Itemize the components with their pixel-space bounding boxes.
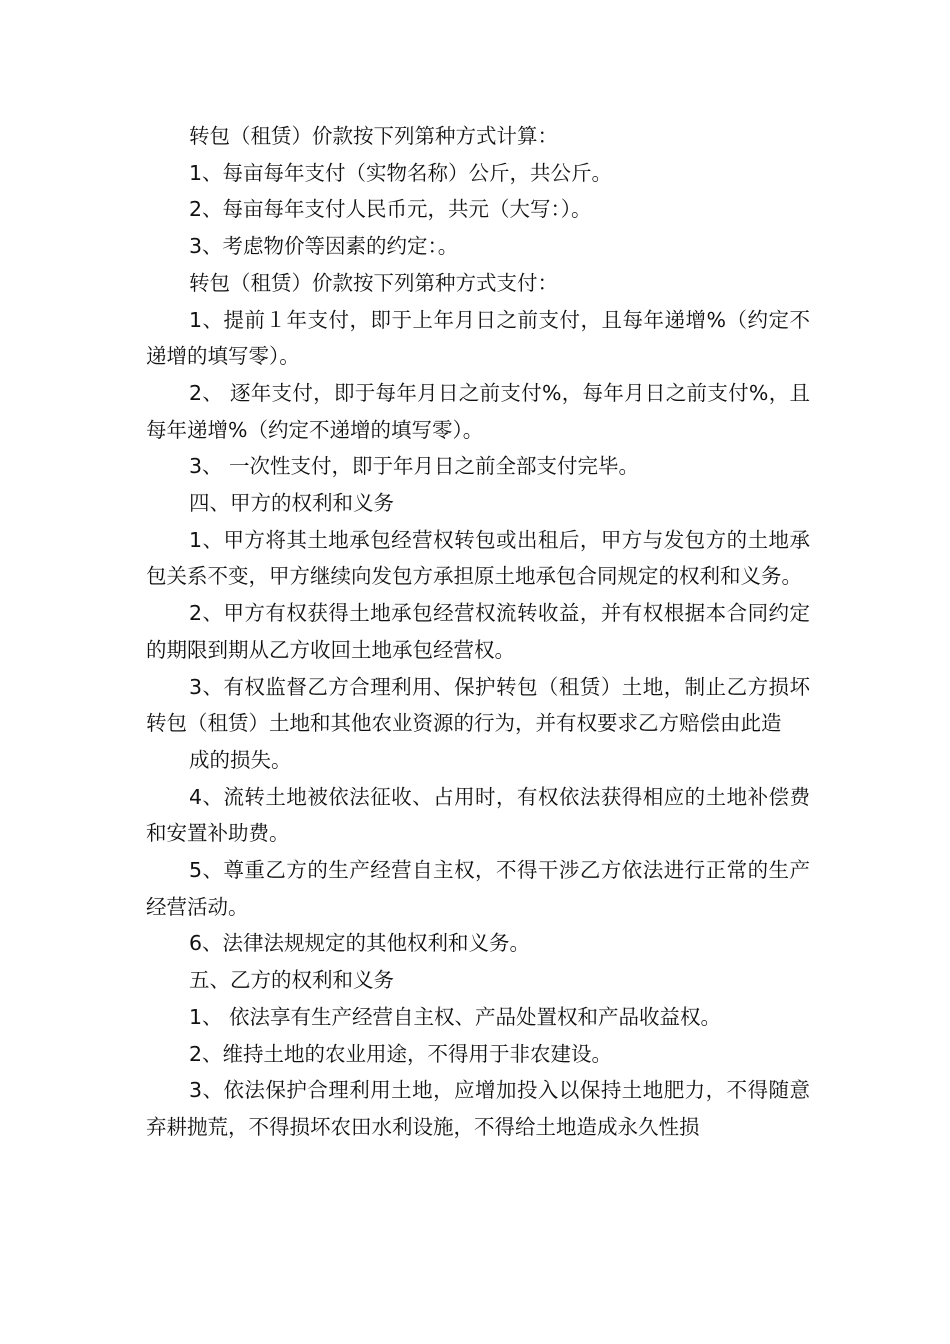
paragraph-payment-item-1: 1、提前１年支付，即于上年月日之前支付，且每年递增%（约定不递增的填写零）。	[146, 307, 810, 369]
paragraph-price-calc-method: 转包（租赁）价款按下列第种方式计算：	[189, 124, 558, 148]
paragraph-calc-item-1: 1、每亩每年支付（实物名称）公斤，共公斤。	[189, 160, 613, 185]
paragraph-payment-item-2: 2、 逐年支付，即于每年月日之前支付%，每年月日之前支付%，且每年递增%（约定不递增的填写零）。	[146, 380, 810, 442]
paragraph-party-a-item-4: 4、流转土地被依法征收、占用时，有权依法获得相应的土地补偿费和安置补助费。	[146, 784, 810, 846]
paragraph-party-a-item-2: 2、甲方有权获得土地承包经营权流转收益，并有权根据本合同约定的期限到期从乙方收回土地承包经营权。	[146, 601, 810, 662]
paragraph-party-a-item-6: 6、法律法规规定的其他权利和义务。	[189, 931, 531, 956]
paragraph-party-b-item-1: 1、 依法享有生产经营自主权、产品处置权和产品收益权。	[189, 1004, 722, 1029]
document-page	[146, 118, 810, 1146]
paragraph-calc-item-3: 3、考虑物价等因素的约定：。	[189, 234, 459, 259]
paragraph-calc-item-2: 2、每亩每年支付人民币元，共元（大写：）。	[189, 197, 592, 222]
section-heading-party-b: 五、乙方的权利和义务	[189, 968, 394, 993]
section-heading-party-a: 四、甲方的权利和义务	[189, 491, 394, 516]
paragraph-party-a-item-1: 1、甲方将其土地承包经营权转包或出租后，甲方与发包方的土地承包关系不变，甲方继续向发包方承担原土地承包合同规定的权利和义务。	[146, 527, 810, 589]
paragraph-party-b-item-3: 3、依法保护合理利用土地，应增加投入以保持土地肥力，不得随意弃耕抛荒，不得损坏农田水利设施，不得给土地造成永久性损	[146, 1078, 810, 1139]
paragraph-party-b-item-2: 2、维持土地的农业用途，不得用于非农建设。	[189, 1041, 613, 1066]
paragraph-party-a-item-3: 3、有权监督乙方合理利用、保护转包（租赁）土地，制止乙方损坏转包（租赁）土地和其他农业资源的行为，并有权要求乙方赔偿由此造	[146, 674, 810, 736]
paragraph-party-a-item-3-continued: 成的损失。	[189, 747, 292, 772]
paragraph-payment-item-3: 3、 一次性支付，即于年月日之前全部支付完毕。	[189, 454, 640, 479]
paragraph-party-a-item-5: 5、尊重乙方的生产经营自主权，不得干涉乙方依法进行正常的生产经营活动。	[146, 858, 810, 919]
paragraph-price-payment-method: 转包（租赁）价款按下列第种方式支付：	[189, 270, 558, 295]
